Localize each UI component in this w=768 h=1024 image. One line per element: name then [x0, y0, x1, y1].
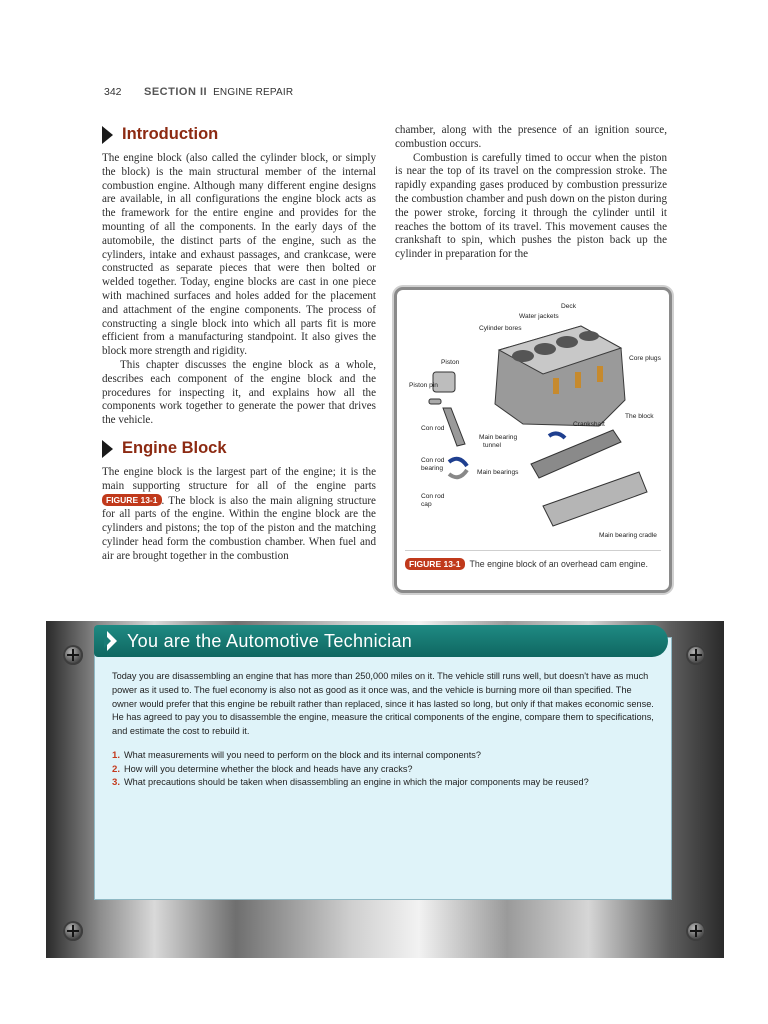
core-plug-shape	[597, 366, 603, 382]
technician-scenario: Today you are disassembling an engine that has more than 250,000 miles on it. The vehicle still runs well, but doesn't have as much power as it used to. The fuel economy is also not as good as it once was, and the vehicle is burning more oil than specified. The owner would prefer that this engine be rebuilt rather than replaced, since it has lasted so long, but only if that makes economic sense. He has agreed to pay you to disassemble the engine, measure the critical components of the engine, compare them to specifications, and estimate the cost to rebuild it.	[112, 671, 654, 737]
question-item	[112, 776, 658, 790]
heading-arrow-icon	[102, 126, 113, 144]
intro-paragraph-2: This chapter discusses the engine block as a whole, describes each component of the engine block and the procedures for inspecting it, and explains how all the components work together to generate the power that drives the vehicle.	[102, 358, 376, 427]
label-crankshaft: Crankshaft	[573, 421, 605, 428]
con-rod-bearing-shape	[449, 459, 467, 466]
figure-caption	[405, 558, 648, 570]
figure-caption-badge: FIGURE 13-1	[405, 558, 465, 570]
left-column	[102, 124, 376, 564]
question-text: What measurements will you need to perform on the block and its internal components?	[124, 749, 481, 760]
cylinder-bore-shape	[512, 350, 534, 362]
label-piston: Piston	[441, 359, 460, 366]
label-con-rod-cap-2: cap	[421, 501, 432, 508]
label-main-bearings: Main bearings	[477, 469, 519, 476]
cylinder-bore-shape	[579, 331, 599, 341]
question-item	[112, 763, 658, 777]
engine-block-heading	[102, 438, 376, 460]
bolt-icon	[686, 645, 706, 665]
main-bearing-shape	[549, 433, 565, 438]
technician-banner	[94, 625, 668, 657]
figure-caption-text: The engine block of an overhead cam engine.	[469, 559, 649, 569]
page-number: 342	[104, 86, 122, 98]
label-cylinder-bores: Cylinder bores	[479, 325, 522, 332]
question-list	[112, 749, 658, 790]
introduction-heading-text: Introduction	[122, 125, 219, 144]
label-con-rod: Con rod	[421, 425, 445, 432]
engine-block-illustration	[403, 296, 661, 544]
heading-arrow-icon	[102, 440, 113, 458]
question-item	[112, 749, 658, 763]
label-piston-pin: Piston pin	[409, 382, 438, 389]
section-title: ENGINE REPAIR	[213, 87, 294, 98]
label-water-jackets: Water jackets	[519, 313, 559, 320]
label-main-bearing-cradle: Main bearing cradle	[599, 532, 657, 539]
label-con-rod-bearing-1: Con rod	[421, 457, 445, 464]
chevron-right-icon	[107, 631, 117, 651]
engine-block-heading-text: Engine Block	[122, 439, 227, 458]
question-number: 1.	[112, 749, 121, 761]
con-rod-shape	[443, 408, 465, 446]
right-paragraph-2: Combustion is carefully timed to occur when the piston is near the top of its travel on the compression stroke. The rapidly expanding gases produced by combustion pressurize the combustion chamber and push down on the piston during the power stroke, forcing it through the cylinder until it reaches the bottom of its travel. This movement causes the crankshaft to spin, which pushes the piston back up the cylinder in preparation for the	[395, 151, 667, 261]
label-con-rod-bearing-2: bearing	[421, 465, 443, 472]
right-paragraph-1: chamber, along with the presence of an ignition source, combustion occurs.	[395, 124, 667, 150]
intro-paragraph-1: The engine block (also called the cylinder block, or simply the block) is the main structural member of the internal combustion engine. Although many different engine designs are available, in all configurations the engine block acts as the framework for the entire engine and provides for the mounting of all the components. In the early days of the automobile, the distinct parts of the engine, such as the cylinders, intake and exhaust passages, and crankcase, were constructed as separate pieces that were then bolted or welded together. Today, engine blocks are cast in one piece with machined surfaces and holes added for the placement and attachment of the engine components. The process of constructing a single block into which all parts fit is more efficient from a manufacturing standpoint. It also gives the block more strength and rigidity.	[102, 152, 376, 358]
cylinder-bore-shape	[556, 336, 578, 348]
question-text: What precautions should be taken when disassembling an engine in which the major components may be reused?	[124, 777, 589, 788]
label-main-bearing-tunnel-2: tunnel	[483, 442, 501, 449]
bolt-icon	[63, 645, 83, 665]
crankshaft-shape	[531, 430, 621, 478]
figure-13-1	[394, 287, 672, 593]
question-number: 3.	[112, 777, 121, 789]
piston-pin-shape	[429, 399, 441, 404]
bolt-icon	[63, 921, 83, 941]
core-plug-shape	[575, 372, 581, 388]
label-the-block: The block	[625, 413, 654, 420]
figure-reference-badge[interactable]: FIGURE 13-1	[102, 494, 162, 506]
label-deck: Deck	[561, 303, 577, 310]
introduction-heading	[102, 124, 376, 146]
question-number: 2.	[112, 763, 121, 775]
main-bearing-cradle-shape	[543, 472, 647, 526]
label-core-plugs: Core plugs	[629, 355, 661, 362]
technician-banner-title: You are the Automotive Technician	[127, 630, 413, 651]
cylinder-bore-shape	[534, 343, 556, 355]
engine-block-paragraph	[102, 466, 376, 564]
bolt-icon	[686, 921, 706, 941]
technician-panel-body	[112, 670, 658, 790]
core-plug-shape	[553, 378, 559, 394]
engine-block-text-after: . The block is also the main aligning structure for all parts of the engine. Within the engine block are the cylinders and pistons; the top of the piston and the matching cylinder head form the combustion chamber. When fuel and air are brought together in the combustion	[102, 494, 376, 562]
label-main-bearing-tunnel-1: Main bearing	[479, 434, 518, 441]
figure-separator	[405, 550, 661, 551]
right-column	[395, 124, 667, 262]
technician-panel	[46, 621, 724, 958]
label-con-rod-cap-1: Con rod	[421, 493, 445, 500]
section-label: SECTION II	[144, 86, 208, 98]
page-header	[104, 86, 293, 102]
question-text: How will you determine whether the block and heads have any cracks?	[124, 763, 413, 774]
engine-block-text-before: The engine block is the largest part of the engine; it is the main supporting structure for all of the engine parts	[102, 465, 376, 492]
con-rod-cap-shape	[449, 470, 467, 477]
